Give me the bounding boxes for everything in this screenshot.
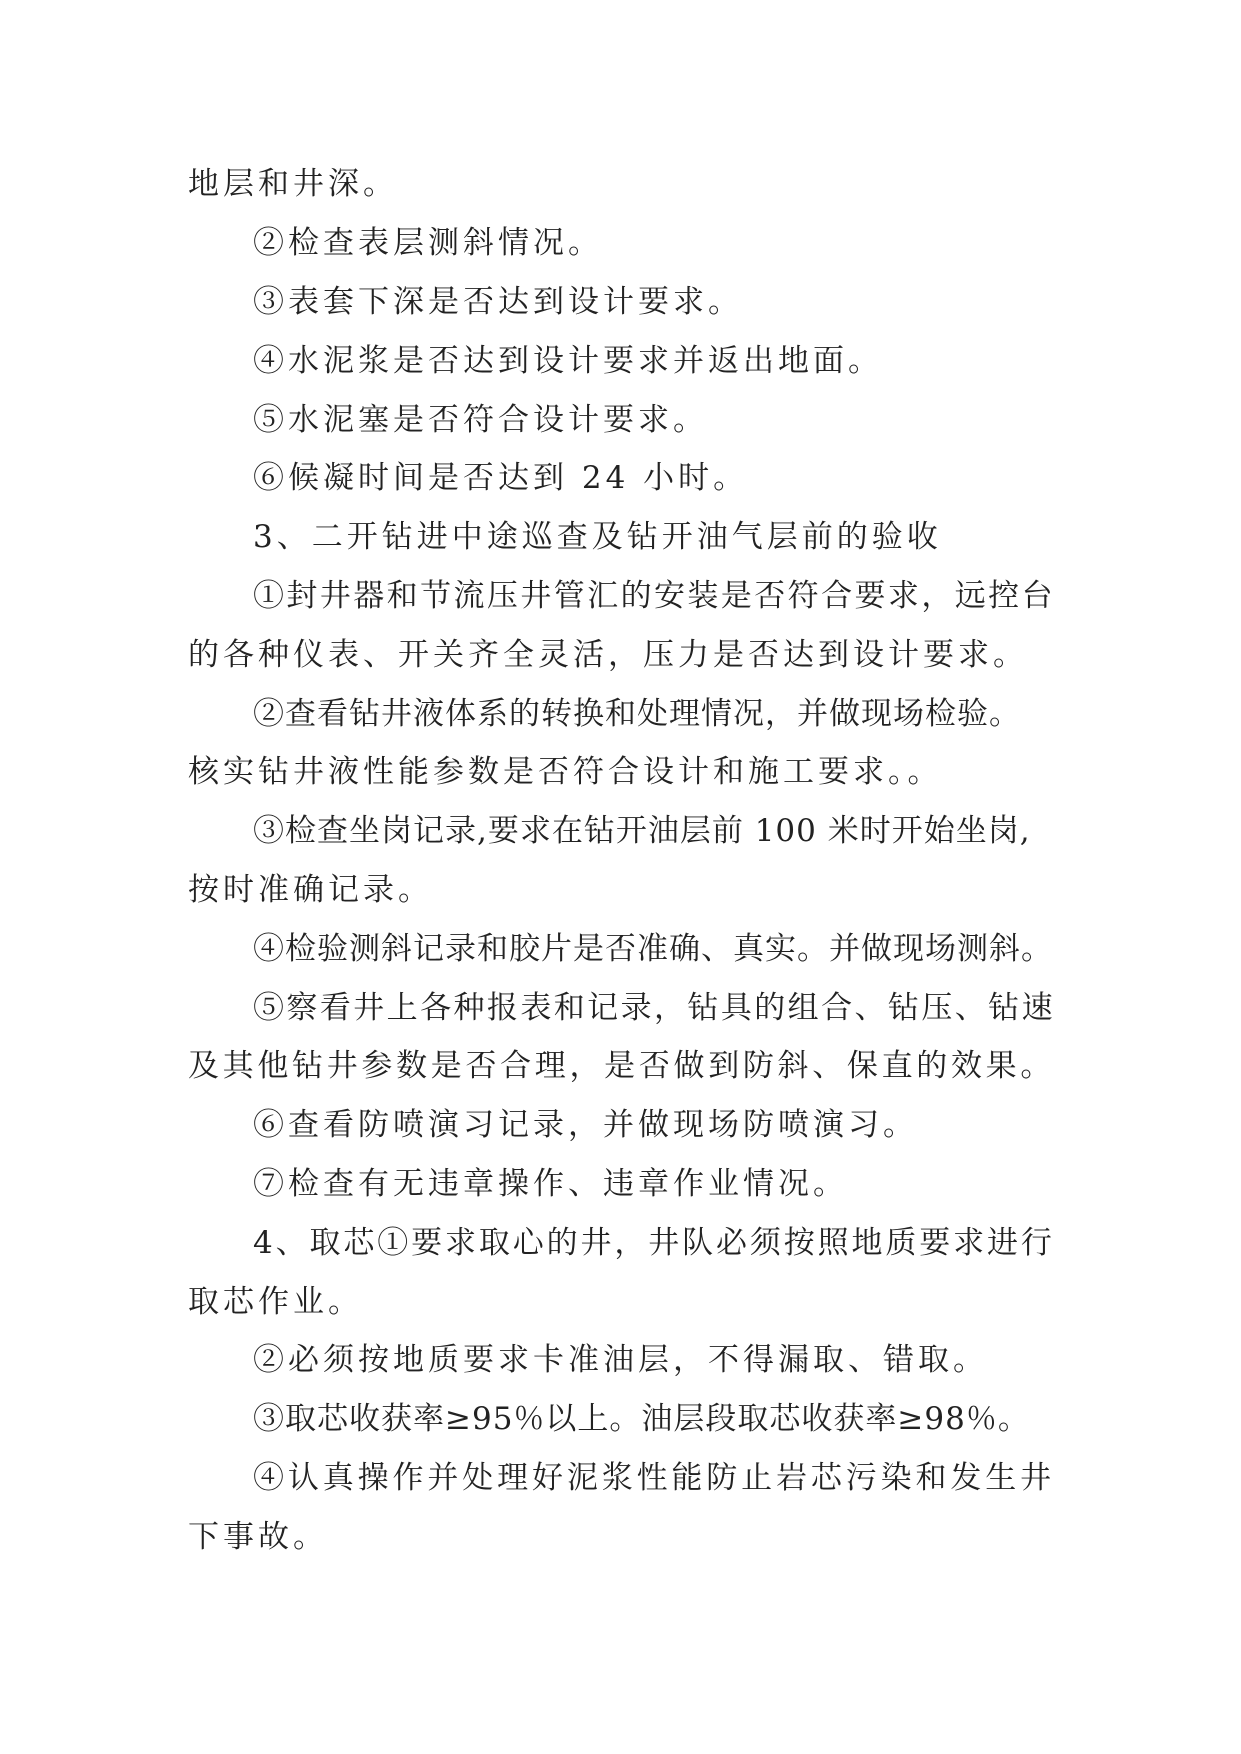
text-line-9: 的各种仪表、开关齐全灵活，压力是否达到设计要求。 <box>188 637 1028 673</box>
text-line-17: ⑥查看防喷演习记录，并做现场防喷演习。 <box>253 1107 918 1143</box>
text-line-3: ③表套下深是否达到设计要求。 <box>253 284 743 320</box>
text-line-14: ④检验测斜记录和胶片是否准确、真实。并做现场测斜。 <box>253 931 1053 967</box>
text-line-15: ⑤察看井上各种报表和记录，钻具的组合、钻压、钻速 <box>253 990 1055 1026</box>
text-line-16: 及其他钻井参数是否合理，是否做到防斜、保直的效果。 <box>188 1048 1055 1084</box>
text-line-23: ④认真操作并处理好泥浆性能防止岩芯污染和发生井 <box>253 1460 1055 1496</box>
text-line-2: ②检查表层测斜情况。 <box>253 225 603 261</box>
text-line-13: 按时准确记录。 <box>188 872 433 908</box>
section-heading-3: 3、二开钻进中途巡查及钻开油气层前的验收 <box>253 519 942 555</box>
text-line-6: ⑥候凝时间是否达到 24 小时。 <box>253 460 749 496</box>
text-line-1: 地层和井深。 <box>188 166 398 202</box>
text-line-11: 核实钻井液性能参数是否符合设计和施工要求。。 <box>188 754 943 790</box>
text-line-4: ④水泥浆是否达到设计要求并返出地面。 <box>253 343 883 379</box>
text-line-18: ⑦检查有无违章操作、违章作业情况。 <box>253 1166 848 1202</box>
section-heading-4: 4、取芯①要求取心的井，井队必须按照地质要求进行 <box>253 1225 1055 1261</box>
text-line-12: ③检查坐岗记录,要求在钻开油层前 100 米时开始坐岗, <box>253 813 1031 849</box>
text-line-8: ①封井器和节流压井管汇的安装是否符合要求，远控台 <box>253 578 1055 614</box>
text-line-24: 下事故。 <box>188 1519 328 1555</box>
text-line-5: ⑤水泥塞是否符合设计要求。 <box>253 402 708 438</box>
text-line-21: ②必须按地质要求卡准油层，不得漏取、错取。 <box>253 1342 988 1378</box>
text-line-10: ②查看钻井液体系的转换和处理情况，并做现场检验。 <box>253 696 1021 732</box>
text-line-22: ③取芯收获率≥95％以上。油层段取芯收获率≥98％。 <box>253 1401 1030 1437</box>
text-line-20: 取芯作业。 <box>188 1284 363 1320</box>
